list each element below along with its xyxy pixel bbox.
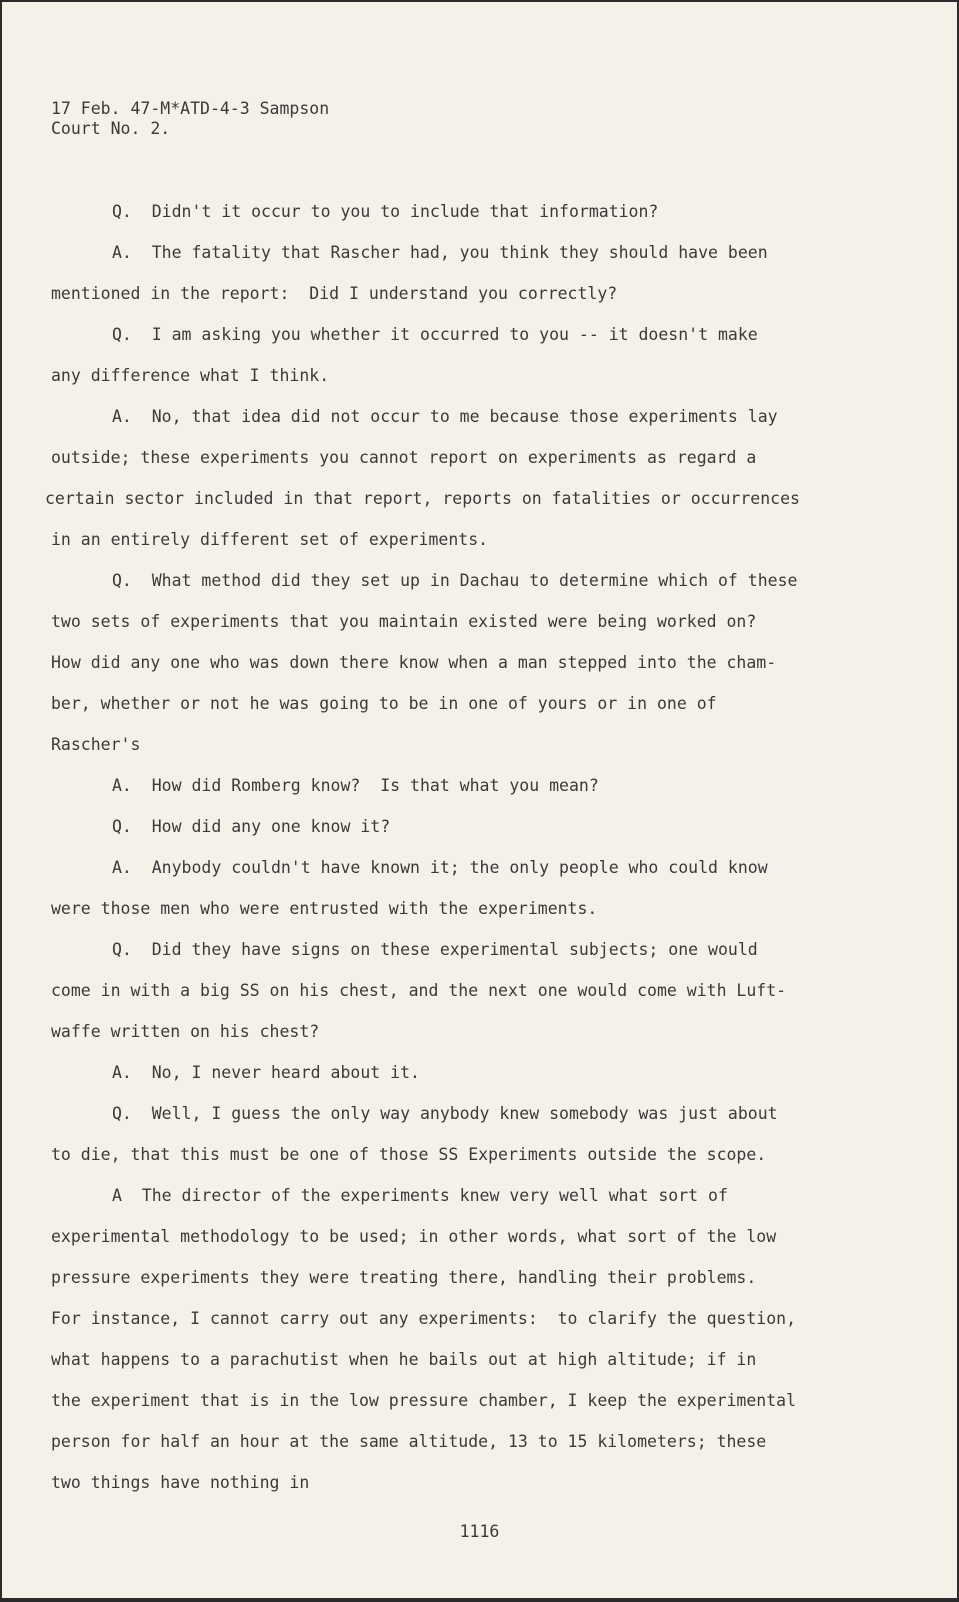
text-line-20: come in with a big SS on his chest, and the next one would come with Luft-	[51, 981, 787, 1000]
text-line-3: mentioned in the report: Did I understand you correctly?	[51, 284, 618, 303]
text-line-7: outside; these experiments you cannot report on experiments as regard a	[51, 448, 757, 467]
text-line-12: How did any one who was down there know when a man stepped into the cham-	[51, 653, 777, 672]
text-line-9: in an entirely different set of experiments.	[51, 530, 489, 549]
text-line-22: A. No, I never heard about it.	[112, 1063, 420, 1082]
text-line-24: to die, that this must be one of those SS Experiments outside the scope.	[51, 1145, 767, 1164]
text-line-30: the experiment that is in the low pressure chamber, I keep the experimental	[51, 1391, 797, 1410]
text-line-6: A. No, that idea did not occur to me because those experiments lay	[112, 407, 778, 426]
text-line-26: experimental methodology to be used; in other words, what sort of the low	[51, 1227, 777, 1246]
text-line-5: any difference what I think.	[51, 366, 330, 385]
text-line-16: Q. How did any one know it?	[112, 817, 391, 836]
text-line-1: Q. Didn't it occur to you to include that information?	[112, 202, 659, 221]
text-line-14: Rascher's	[51, 735, 141, 754]
text-line-10: Q. What method did they set up in Dachau to determine which of these	[112, 571, 798, 590]
text-line-29: what happens to a parachutist when he bails out at high altitude; if in	[51, 1350, 757, 1369]
transcript-page	[2, 2, 957, 1598]
text-line-4: Q. I am asking you whether it occurred to you -- it doesn't make	[112, 325, 758, 344]
header-court-line: Court No. 2.	[51, 119, 171, 138]
text-line-21: waffe written on his chest?	[51, 1022, 320, 1041]
text-line-13: ber, whether or not he was going to be in one of yours or in one of	[51, 694, 717, 713]
text-line-27: pressure experiments they were treating there, handling their problems.	[51, 1268, 757, 1287]
text-line-32: two things have nothing in	[51, 1473, 310, 1492]
page-number: 1116	[459, 1522, 500, 1541]
text-line-18: were those men who were entrusted with the experiments.	[51, 899, 598, 918]
header-date-line: 17 Feb. 47-M*ATD-4-3 Sampson	[51, 99, 330, 118]
text-line-25: A The director of the experiments knew very well what sort of	[112, 1186, 728, 1205]
text-line-15: A. How did Romberg know? Is that what you mean?	[112, 776, 599, 795]
text-line-28: For instance, I cannot carry out any experiments: to clarify the question,	[51, 1309, 797, 1328]
text-line-2: A. The fatality that Rascher had, you think they should have been	[112, 243, 768, 262]
text-line-23: Q. Well, I guess the only way anybody knew somebody was just about	[112, 1104, 778, 1123]
text-line-8: certain sector included in that report, reports on fatalities or occurrences	[45, 489, 800, 508]
text-line-19: Q. Did they have signs on these experimental subjects; one would	[112, 940, 758, 959]
text-line-11: two sets of experiments that you maintain existed were being worked on?	[51, 612, 757, 631]
text-line-17: A. Anybody couldn't have known it; the only people who could know	[112, 858, 768, 877]
text-line-31: person for half an hour at the same altitude, 13 to 15 kilometers; these	[51, 1432, 767, 1451]
